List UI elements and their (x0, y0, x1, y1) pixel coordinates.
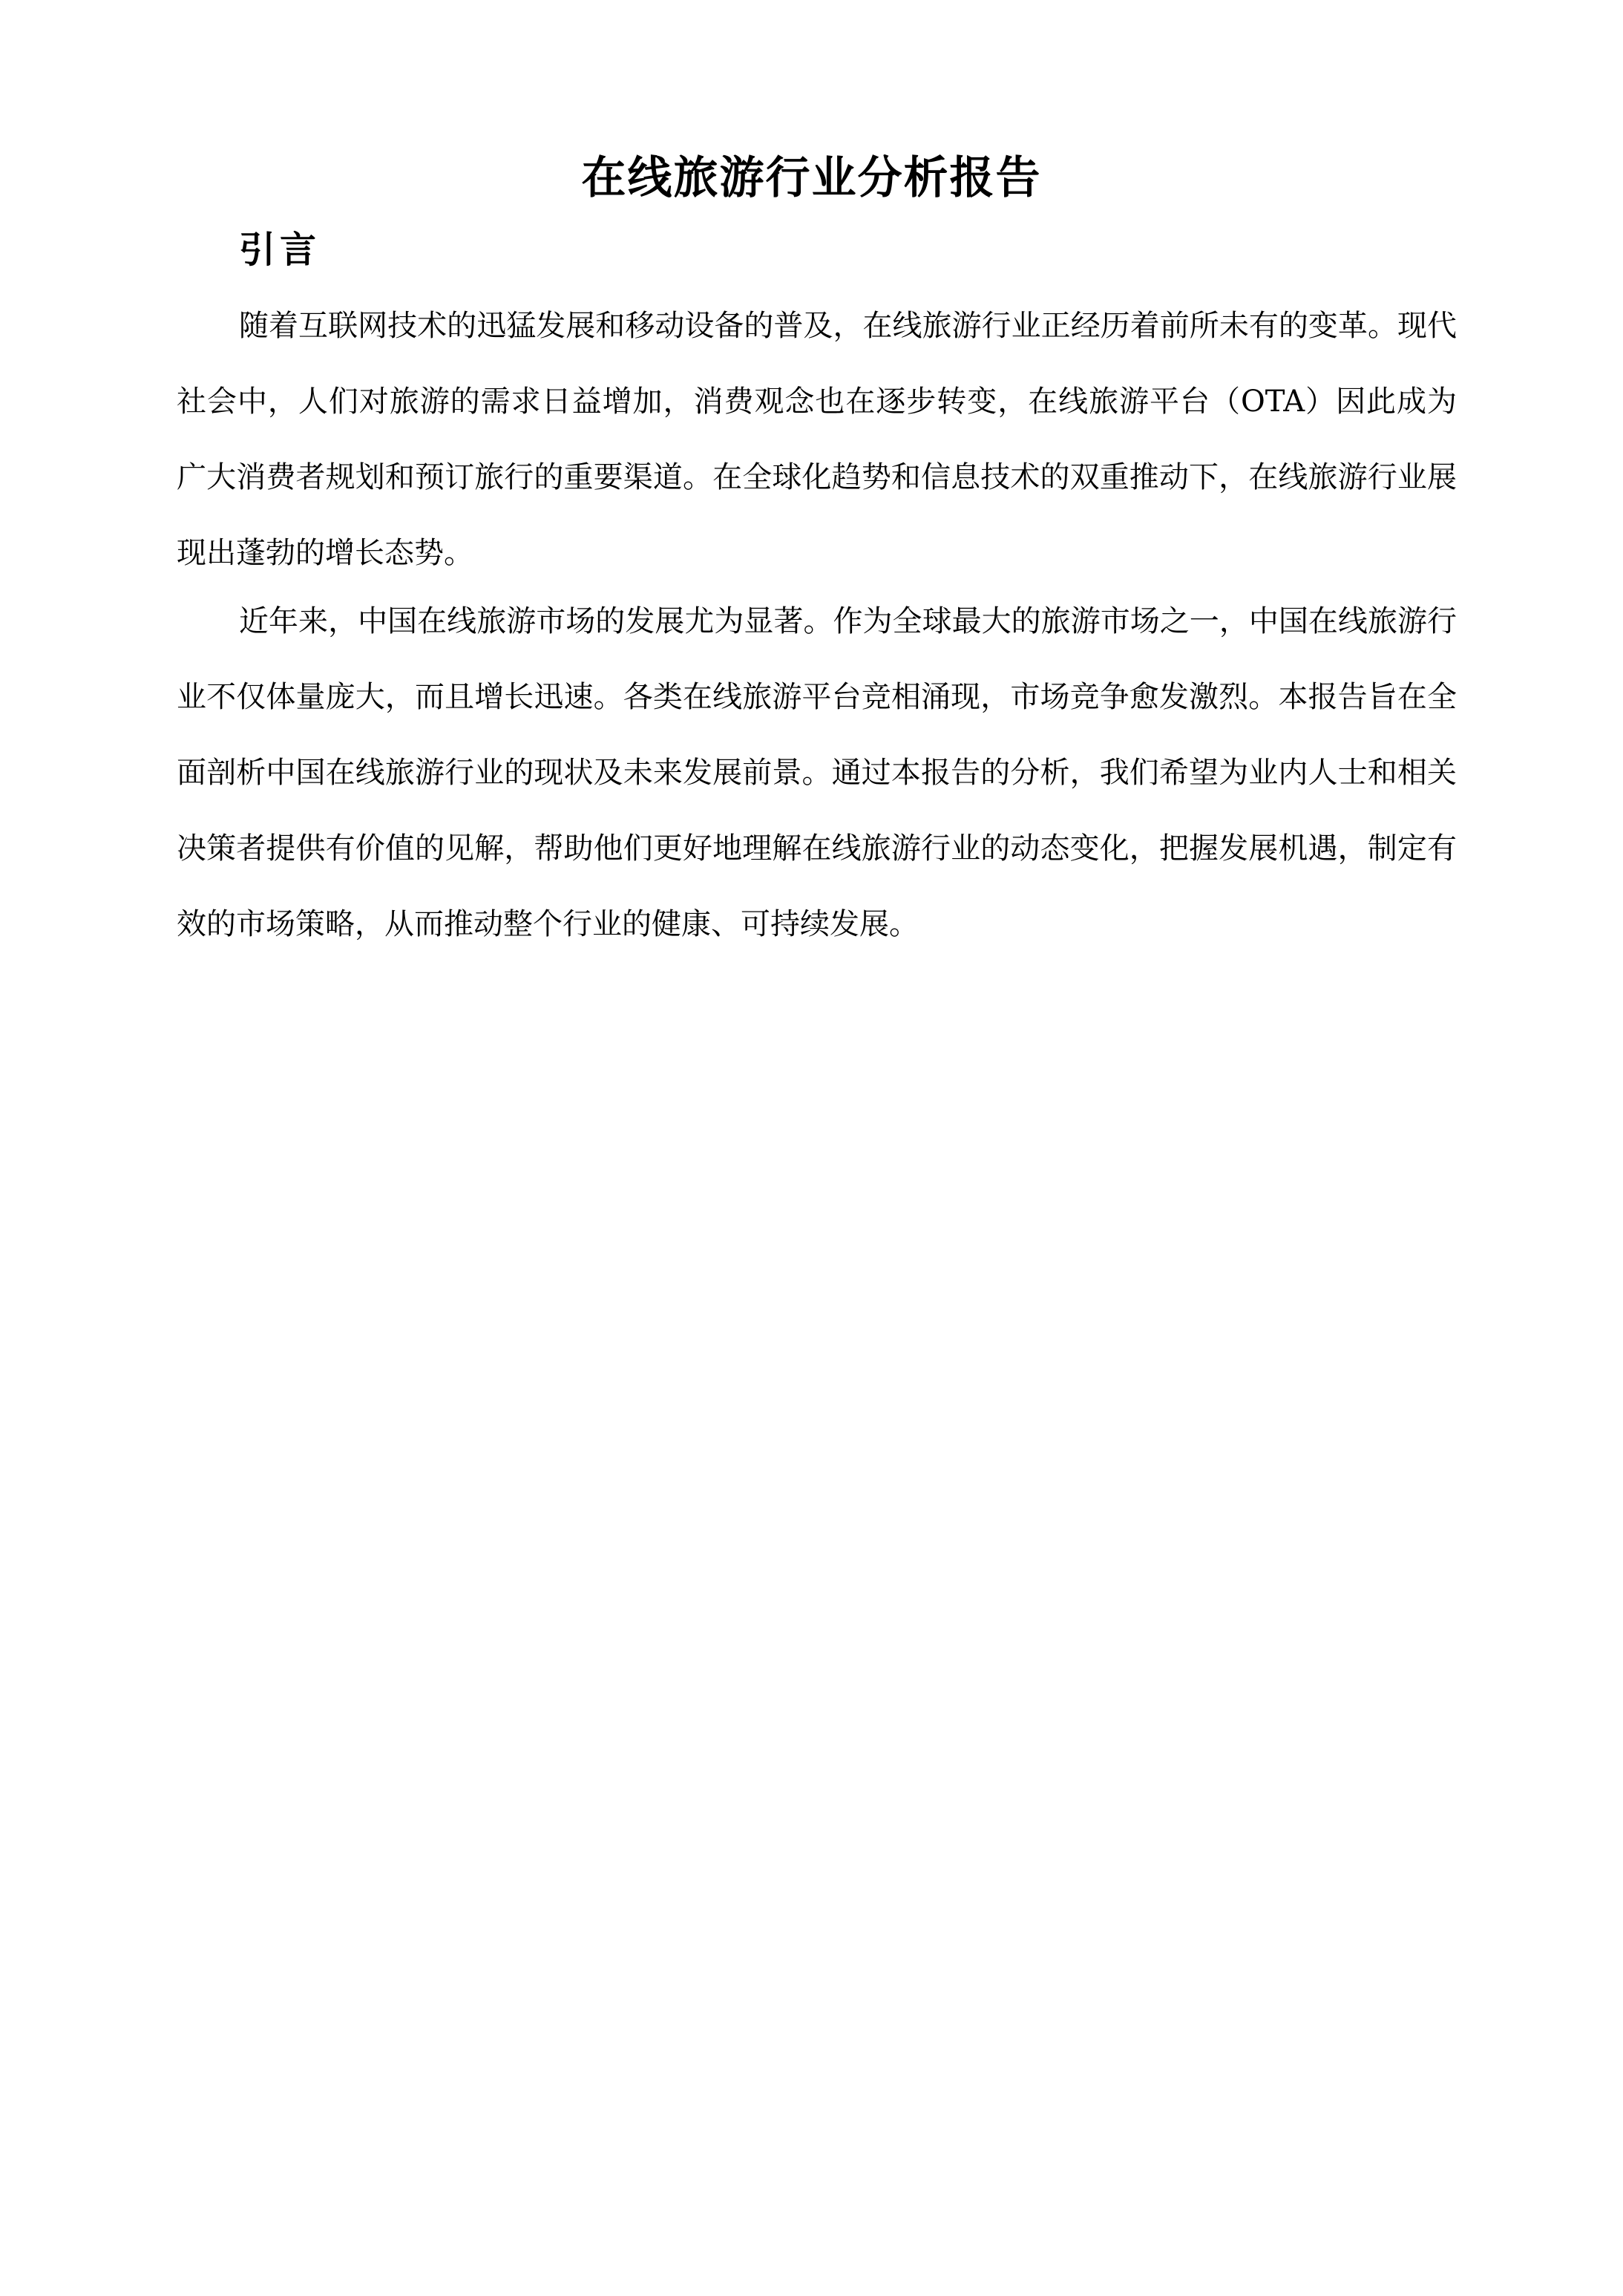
section-heading: 引言 (239, 229, 321, 271)
paragraph-2: 近年来，中国在线旅游市场的发展尤为显著。作为全球最大的旅游市场之一，中国在线旅游行业不仅体量庞大，而且增长迅速。各类在线旅游平台竞相涌现，市场竞争愈发激烈。本报告旨在全面剖析中国在线旅游行业的现状及未来发展前景。通过本报告的分析，我们希望为业内人士和相关决策者提供有价值的见解，帮助他们更好地理解在线旅游行业的动态变化，把握发展机遇，制定有效的市场策略，从而推动整个行业的健康、可持续发展。 (177, 604, 1457, 941)
paragraph-1: 随着互联网技术的迅猛发展和移动设备的普及，在线旅游行业正经历着前所未有的变革。现代社会中，人们对旅游的需求日益增加，消费观念也在逐步转变，在线旅游平台（OTA）因此成为广大消费者规划和预订旅行的重要渠道。在全球化趋势和信息技术的双重推动下，在线旅游行业展现出蓬勃的增长态势。 (177, 309, 1457, 570)
document-title: 在线旅游行业分析报告 (581, 152, 1042, 204)
